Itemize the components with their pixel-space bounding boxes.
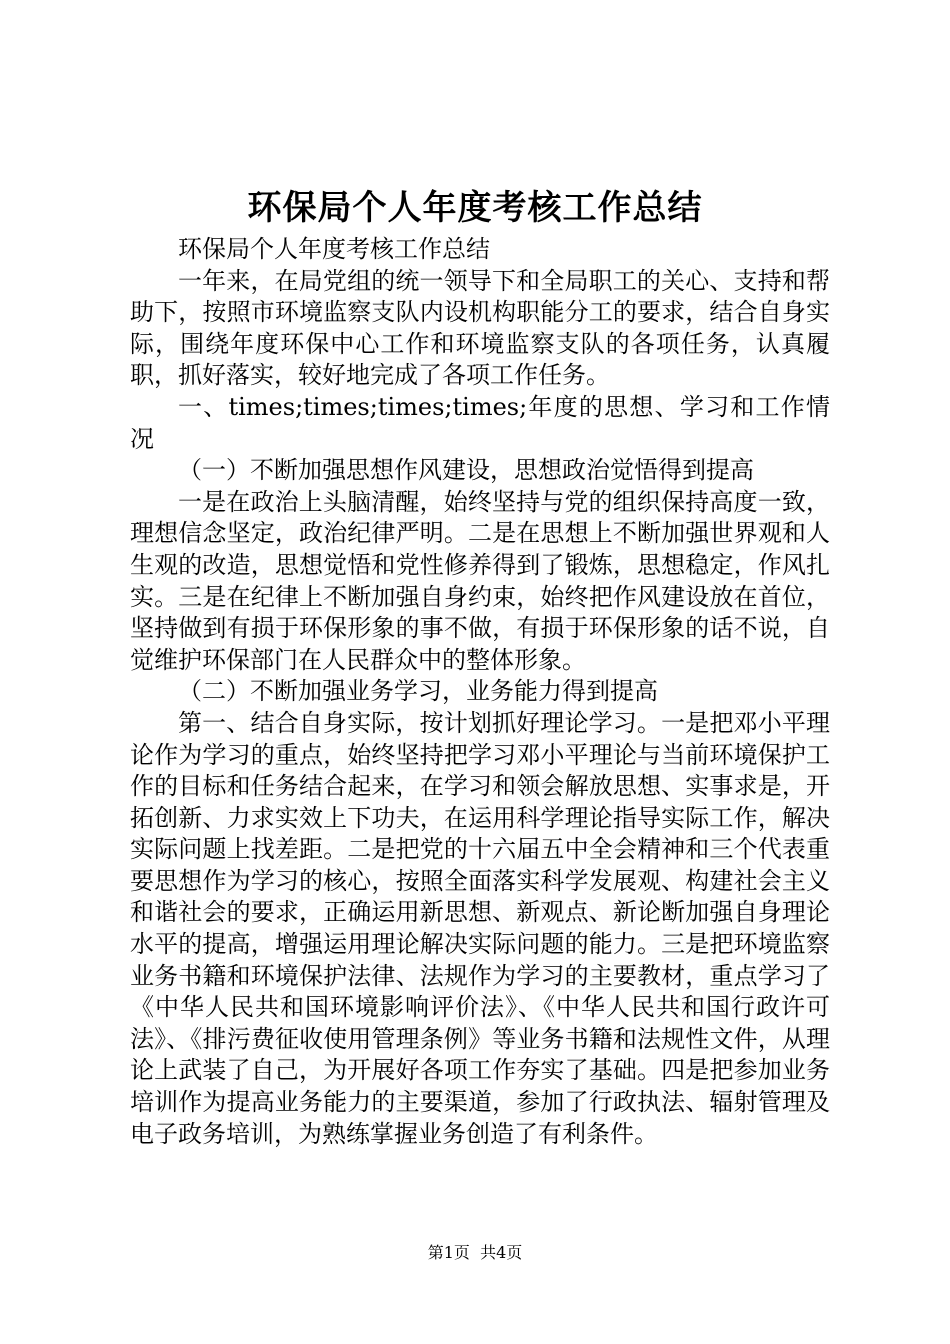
section-heading-1: 一、times;times;times;times;年度的思想、学习和工作情况	[130, 392, 830, 453]
page-total: 共4页	[480, 1243, 523, 1262]
body-paragraph-politics: 一是在政治上头脑清醒，始终坚持与党的组织保持高度一致，理想信念坚定，政治纪律严明。二是在思想上不断加强世界观和人生观的改造，思想觉悟和党性修养得到了锻炼，思想稳定，作风扎实。三是在纪律上不断加强自身约束，始终把作风建设放在首位，坚持做到有损于环保形象的事不做，有损于环保形象的话不说，自觉维护环保部门在人民群众中的整体形象。	[130, 487, 830, 674]
document-body	[130, 234, 830, 1150]
body-paragraph-study: 第一、结合自身实际，按计划抓好理论学习。一是把邓小平理论作为学习的重点，始终坚持把学习邓小平理论与当前环境保护工作的目标和任务结合起来，在学习和领会解放思想、实事求是，开拓创新、力求实效上下功夫，在运用科学理论指导实际工作，解决实际问题上找差距。二是把党的十六届五中全会精神和三个代表重要思想作为学习的核心，按照全面落实科学发展观、构建社会主义和谐社会的要求，正确运用新思想、新观点、新论断加强自身理论水平的提高，增强运用理论解决实际问题的能力。三是把环境监察业务书籍和环境保护法律、法规作为学习的主要教材，重点学习了《中华人民共和国环境影响评价法》、《中华人民共和国行政许可法》、《排污费征收使用管理条例》等业务书籍和法规性文件，从理论上武装了自己，为开展好各项工作夯实了基础。四是把参加业务培训作为提高业务能力的主要渠道，参加了行政执法、辐射管理及电子政务培训，为熟练掌握业务创造了有利条件。	[130, 708, 830, 1148]
body-paragraph-subtitle: 环保局个人年度考核工作总结	[178, 235, 490, 263]
body-paragraph-intro: 一年来，在局党组的统一领导下和全局职工的关心、支持和帮助下，按照市环境监察支队内设机构职能分工的要求，结合自身实际，围绕年度环保中心工作和环境监察支队的各项任务，认真履职，抓好落实，较好地完成了各项工作任务。	[130, 266, 830, 390]
footer-spacer	[470, 1243, 480, 1262]
page-footer	[0, 1242, 950, 1264]
document-title: 环保局个人年度考核工作总结	[247, 188, 703, 228]
page-number: 第1页	[427, 1243, 470, 1262]
subsection-heading-2: （二）不断加强业务学习，业务能力得到提高	[178, 677, 658, 706]
subsection-heading-1: （一）不断加强思想作风建设，思想政治觉悟得到提高	[178, 456, 754, 485]
